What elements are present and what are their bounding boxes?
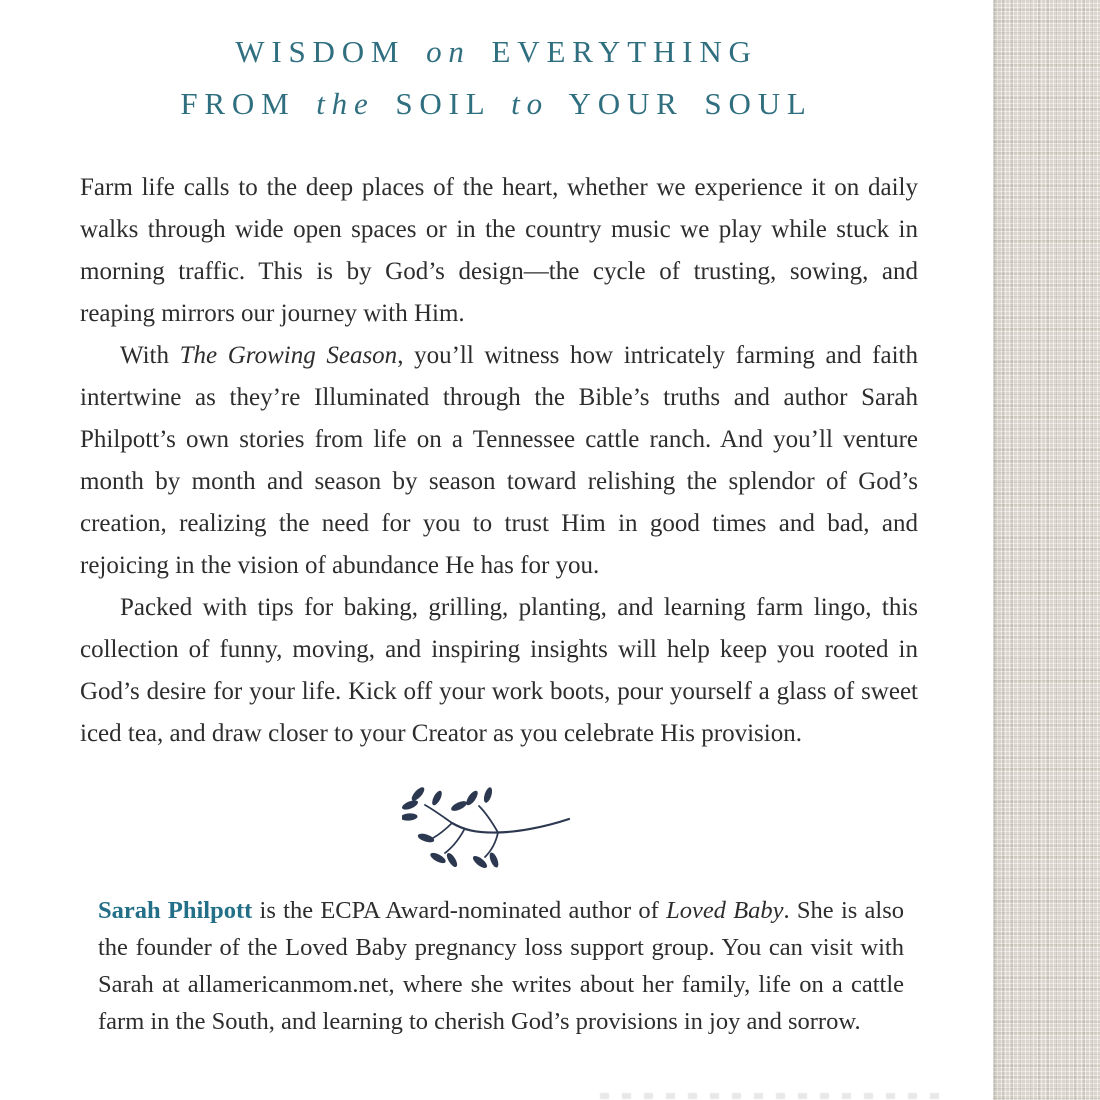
- body-paragraph: With The Growing Season, you’ll witness how intricately farming and faith intertwine as they’re Illuminated through the Bible’s truths and author Sarah Philpott’s own stories from life on a Tennessee cattle ranch. And you’ll venture month by month and season by season toward relishing the splendor of God’s creation, realizing the need for you to trust Him in good times and bad, and rejoicing in the vision of abundance He has for you.: [80, 342, 918, 579]
- body-copy: [80, 167, 918, 755]
- author-bio: [98, 892, 904, 1040]
- page-title: [0, 26, 993, 130]
- book-cover-linen-texture: [993, 0, 1100, 1100]
- author-bio-text: Sarah Philpott is the ECPA Award-nominated author of Loved Baby. She is also the founder of the Loved Baby pregnancy loss support group. You can visit with Sarah at allamericanmom.net, where she writes about her family, life on a cattle farm in the South, and learning to cherish God’s provisions in joy and sorrow.: [98, 897, 905, 1035]
- title-line-2: FROM the SOIL to YOUR SOUL: [180, 86, 813, 121]
- cropped-text-edge: [600, 1093, 945, 1099]
- title-line-1: WISDOM on EVERYTHING: [235, 34, 758, 69]
- botanical-sprig-icon: [402, 786, 572, 868]
- body-paragraph: Packed with tips for baking, grilling, planting, and learning farm lingo, this collection of funny, moving, and inspiring insights will help keep you rooted in God’s desire for your life. Kick off your work boots, pour yourself a glass of sweet iced tea, and draw closer to your Creator as you celebrate His provision.: [80, 594, 918, 747]
- body-paragraph: Farm life calls to the deep places of the heart, whether we experience it on daily walks through wide open spaces or in the country music we play while stuck in morning traffic. This is by God’s design—the cycle of trusting, sowing, and reaping mirrors our journey with Him.: [80, 174, 918, 327]
